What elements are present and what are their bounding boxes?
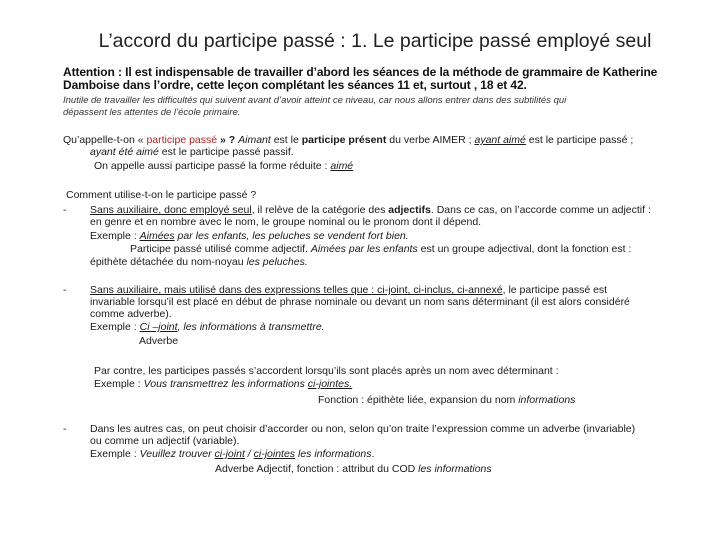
adjectif-annotation: Adjectif, fonction : attribut du COD: [254, 463, 419, 475]
adjectif-italic: les informations: [418, 463, 492, 475]
page-title: L’accord du participe passé : 1. Le participe passé employé seul: [98, 30, 652, 52]
section1-text: épithète détachée du nom-noyau: [90, 256, 247, 268]
definition-text: est le participe passé passif.: [158, 146, 294, 158]
definition-term: participe passé: [146, 134, 218, 146]
section2-text: , le participe passé est: [502, 284, 608, 296]
section2-line-1: [90, 284, 607, 296]
definition-text: est le participe passé ;: [525, 134, 634, 146]
example-label: Exemple :: [90, 230, 140, 242]
bullet-dash: -: [63, 204, 67, 216]
example-underlined: Aimées: [139, 230, 175, 242]
example-italic: par les enfants, les peluches se vendent fort bien.: [174, 230, 409, 242]
fonction-annotation: [318, 394, 575, 406]
section1-line-5: [90, 256, 308, 268]
example-label: Exemple :: [94, 378, 144, 390]
section4-annotation: [215, 463, 492, 475]
section2-example: [90, 321, 325, 333]
section1-text: est un groupe adjectival, dont la fonction est :: [417, 243, 632, 255]
example-italic: les informations: [295, 448, 372, 460]
section2-line-3: comme adverbe).: [90, 308, 172, 320]
example-underlined: Ci –joint: [139, 321, 178, 333]
example-italic: Veuillez trouver: [139, 448, 215, 460]
example-label: Exemple :: [90, 321, 140, 333]
section1-adjectifs: adjectifs: [388, 204, 431, 216]
note-line-1: Inutile de travailler les difficultés qui suivent avant d’avoir atteint ce niveau, car nous allons entrer dans des subtilités qui: [63, 95, 567, 106]
adverbe-annotation: Adverbe: [215, 463, 255, 475]
section2-underlined: Sans auxiliaire, mais utilisé dans des expressions telles que : ci-joint, ci-inclus, ci-annexé: [90, 284, 503, 296]
example-underlined: ci-jointes: [253, 448, 296, 460]
definition-text: On appelle aussi participe passé la forme réduite :: [94, 160, 331, 172]
example-italic: Vous transmettrez les informations: [143, 378, 308, 390]
attention-line-1: Attention : Il est indispensable de travailler d’abord les séances de la méthode de grammaire de Katherine: [63, 65, 658, 79]
adverbe-annotation: Adverbe: [139, 335, 179, 347]
definition-question-suffix: » ?: [217, 134, 239, 146]
definition-passif-example: ayant été aimé: [90, 146, 159, 158]
definition-text: est le: [270, 134, 302, 146]
definition-line-1: [63, 134, 633, 146]
section1-line-4: [130, 243, 631, 255]
definition-line-3: [94, 160, 353, 172]
section4-example: [90, 448, 374, 460]
example-underlined: ci-jointes.: [307, 378, 353, 390]
definition-participe-present: participe présent: [301, 134, 387, 146]
section1-underlined: Sans auxiliaire, donc employé seul: [90, 204, 252, 216]
definition-ayant-aime: ayant aimé: [474, 134, 526, 146]
section1-line-2: en genre et en nombre avec le nom, le groupe nominal ou le pronom dont il dépend.: [90, 216, 482, 228]
fonction-italic: informations: [518, 394, 576, 406]
section1-text: , il relève de la catégorie des: [251, 204, 389, 216]
example-label: Exemple :: [90, 448, 140, 460]
definition-aime: aimé: [330, 160, 354, 172]
note-line-2: dépassent les attentes de l’école primaire.: [63, 107, 241, 118]
section3-line-1: Par contre, les participes passés s’accordent lorsqu’ils sont placés après un nom avec déterminant :: [94, 365, 559, 377]
example-end: .: [371, 448, 375, 460]
example-separator: /: [244, 448, 254, 460]
attention-line-2: Damboise dans l’ordre, cette leçon complétant les séances 11 et, surtout , 18 et 42.: [63, 78, 527, 92]
section1-text: . Dans ce cas, on l’accorde comme un adjectif :: [430, 204, 651, 216]
section1-example: [90, 230, 409, 242]
section4-line-1: Dans les autres cas, on peut choisir d’accorder ou non, selon qu’on traite l’expression comme un adverbe (invariable): [90, 423, 636, 435]
definition-text: du verbe AIMER ;: [386, 134, 475, 146]
bullet-dash: -: [63, 284, 67, 296]
example-italic: , les informations à transmettre.: [177, 321, 325, 333]
bullet-dash: -: [63, 423, 67, 435]
section1-italic: Aimées par les enfants: [310, 243, 418, 255]
section4-line-2: ou comme un adjectif (variable).: [90, 435, 240, 447]
section2-line-2: invariable lorsqu’il est placé en début de phrase nominale ou devant un nom sans déterminant (il est alors considéré: [90, 296, 630, 308]
fonction-text: Fonction : épithète liée, expansion du nom: [318, 394, 519, 406]
example-underlined: ci-joint: [214, 448, 245, 460]
section1-italic: les peluches.: [246, 256, 308, 268]
section1-line-1: [90, 204, 651, 216]
definition-aimant: Aimant: [238, 134, 271, 146]
definition-line-2: [90, 146, 294, 158]
definition-question-prefix: Qu’appelle-t-on «: [63, 134, 147, 146]
section1-text: Participe passé utilisé comme adjectif.: [130, 243, 311, 255]
section-heading: Comment utilise-t-on le participe passé ?: [66, 189, 257, 201]
section3-example: [94, 378, 352, 390]
